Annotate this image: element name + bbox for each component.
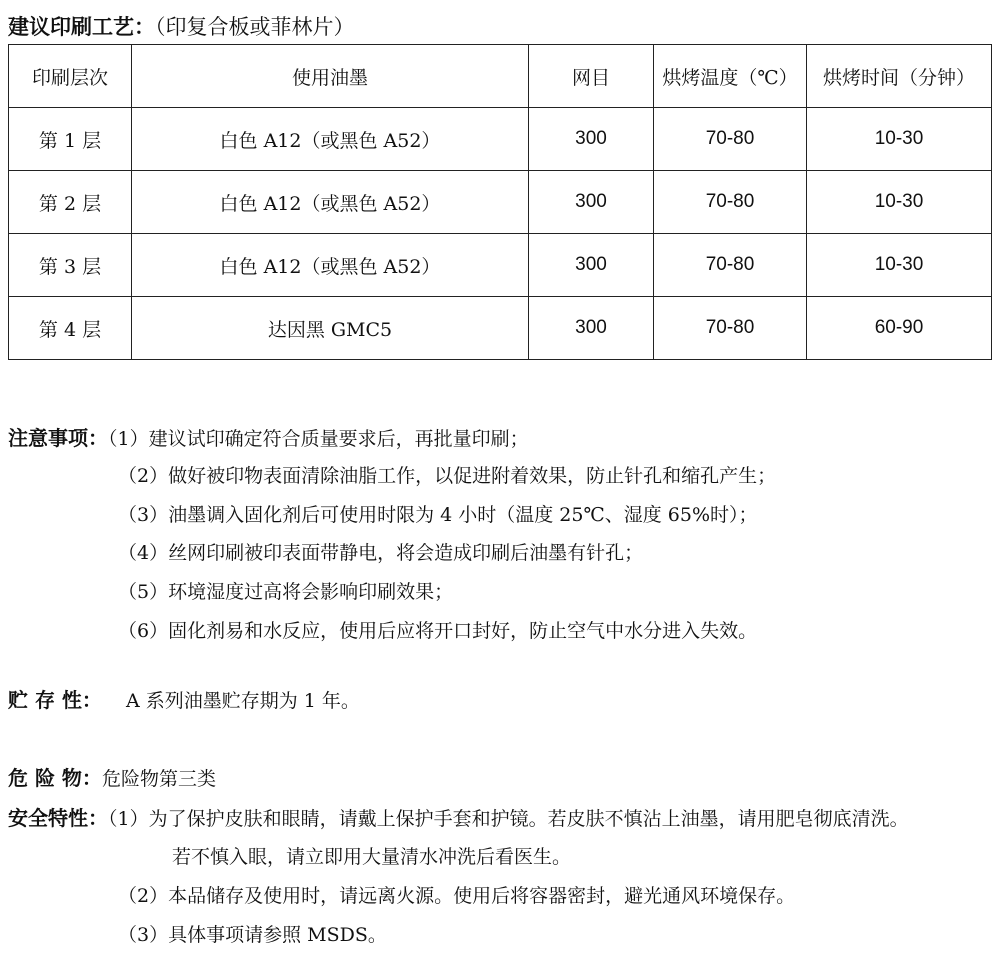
cell-bake-time: 10-30 [807, 234, 992, 297]
printing-process-table [8, 44, 992, 360]
notes-item: （3）油墨调入固化剂后可使用时限为 4 小时（温度 25℃、湿度 65%时）； [118, 504, 758, 526]
cell-bake-time: 10-30 [807, 171, 992, 234]
hazard-label: 危 险 物： [8, 766, 102, 790]
cell-bake-temp: 70-80 [654, 108, 807, 171]
cell-mesh: 300 [529, 108, 654, 171]
cell-bake-temp: 70-80 [654, 297, 807, 360]
notes-item: （2）做好被印物表面清除油脂工作，以促进附着效果，防止针孔和缩孔产生； [118, 465, 777, 487]
cell-ink: 白色 A12（或黑色 A52） [132, 171, 529, 234]
header-bake-temp: 烘烤温度（℃） [654, 45, 807, 108]
safety-label: 安全特性： [8, 806, 108, 830]
safety-item: （2）本品储存及使用时，请远离火源。使用后将容器密封，避光通风环境保存。 [118, 885, 796, 907]
table-row [9, 108, 992, 171]
table-row [9, 297, 992, 360]
table-header-row [9, 45, 992, 108]
cell-ink: 白色 A12（或黑色 A52） [132, 108, 529, 171]
cell-mesh: 300 [529, 234, 654, 297]
notes-item: （4）丝网印刷被印表面带静电，将会造成印刷后油墨有针孔； [118, 542, 644, 564]
cell-mesh: 300 [529, 171, 654, 234]
cell-layer: 第 2 层 [9, 171, 132, 234]
storage-text: A 系列油墨贮存期为 1 年。 [125, 690, 360, 712]
safety-line-1 [8, 804, 909, 833]
cell-mesh: 300 [529, 297, 654, 360]
storage-line [8, 686, 360, 715]
process-title [8, 12, 355, 42]
cell-bake-temp: 70-80 [654, 171, 807, 234]
notes-item: （5）环境湿度过高将会影响印刷效果； [118, 581, 454, 603]
safety-item: （3）具体事项请参照 MSDS。 [118, 924, 387, 946]
notes-label: 注意事项： [8, 426, 108, 450]
table-row [9, 171, 992, 234]
cell-layer: 第 4 层 [9, 297, 132, 360]
header-mesh: 网目 [529, 45, 654, 108]
hazard-text: 危险物第三类 [101, 768, 216, 790]
notes-line-1 [8, 424, 529, 453]
cell-layer: 第 3 层 [9, 234, 132, 297]
safety-item: （1）为了保护皮肤和眼睛，请戴上保护手套和护镜。若皮肤不慎沾上油墨，请用肥皂彻底清洗。 [108, 808, 909, 830]
cell-bake-temp: 70-80 [654, 234, 807, 297]
cell-layer: 第 1 层 [9, 108, 132, 171]
cell-ink: 达因黑 GMC5 [132, 297, 529, 360]
hazard-line [8, 764, 216, 793]
cell-bake-time: 10-30 [807, 108, 992, 171]
cell-ink: 白色 A12（或黑色 A52） [132, 234, 529, 297]
storage-label: 贮 存 性： [8, 688, 102, 712]
process-title-note: （印复合板或菲林片） [155, 15, 355, 39]
notes-item: （6）固化剂易和水反应，使用后应将开口封好，防止空气中水分进入失效。 [118, 620, 758, 642]
header-layer: 印刷层次 [9, 45, 132, 108]
safety-item-continuation: 若不慎入眼，请立即用大量清水冲洗后看医生。 [172, 846, 572, 868]
cell-bake-time: 60-90 [807, 297, 992, 360]
header-ink: 使用油墨 [132, 45, 529, 108]
notes-item: （1）建议试印确定符合质量要求后，再批量印刷； [108, 428, 529, 450]
process-title-heading: 建议印刷工艺： [8, 15, 155, 39]
table-row [9, 234, 992, 297]
header-bake-time: 烘烤时间（分钟） [807, 45, 992, 108]
